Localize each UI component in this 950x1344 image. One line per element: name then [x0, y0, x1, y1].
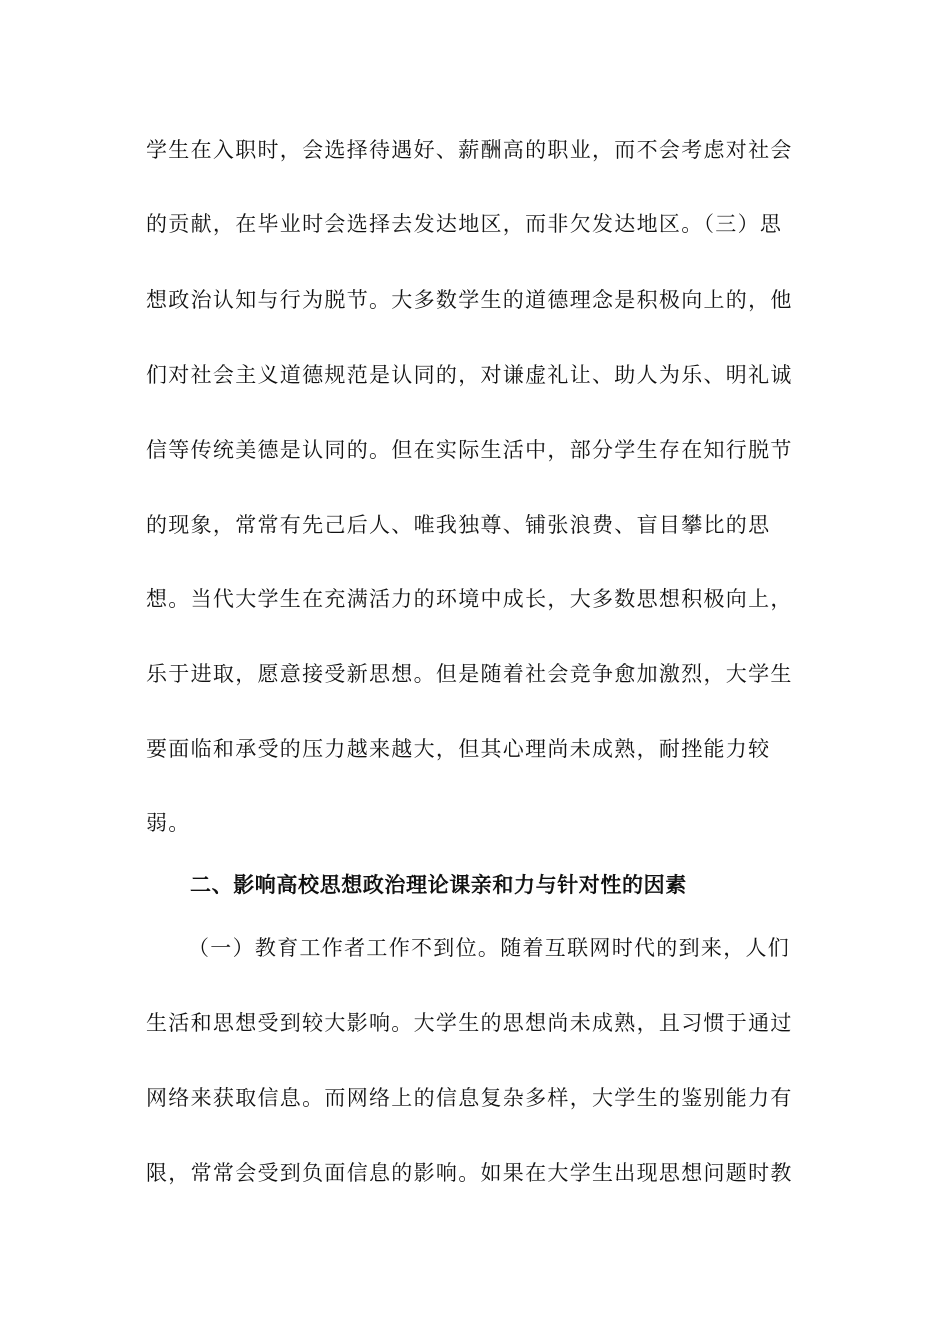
body-text-line: 限，常常会受到负面信息的影响。如果在大学生出现思想问题时教	[146, 1161, 793, 1185]
body-text-line: 要面临和承受的压力越来越大，但其心理尚未成熟，耐挫能力较	[146, 737, 771, 761]
body-text-line: 信等传统美德是认同的。但在实际生活中，部分学生存在知行脱节	[146, 438, 793, 462]
body-text-line: 网络来获取信息。而网络上的信息复杂多样，大学生的鉴别能力有	[146, 1086, 793, 1110]
body-text-line: 乐于进取，愿意接受新思想。但是随着社会竞争愈加激烈，大学生	[146, 662, 793, 686]
body-text-line: 的现象，常常有先己后人、唯我独尊、铺张浪费、盲目攀比的思	[146, 513, 771, 537]
section-heading: 二、影响高校思想政治理论课亲和力与针对性的因素	[190, 872, 687, 897]
body-text-line: 学生在入职时，会选择待遇好、薪酬高的职业，而不会考虑对社会	[146, 138, 793, 162]
body-text-line: 们对社会主义道德规范是认同的，对谦虚礼让、助人为乐、明礼诚	[146, 363, 793, 387]
body-text-line: （一）教育工作者工作不到位。随着互联网时代的到来，人们	[188, 936, 791, 960]
body-text-line: 想。当代大学生在充满活力的环境中成长，大多数思想积极向上，	[146, 587, 793, 611]
body-text-line: 生活和思想受到较大影响。大学生的思想尚未成熟，且习惯于通过	[146, 1011, 793, 1035]
body-text-line: 想政治认知与行为脱节。大多数学生的道德理念是积极向上的，他	[146, 288, 793, 312]
body-text-line: 的贡献，在毕业时会选择去发达地区，而非欠发达地区。（三）思	[146, 212, 783, 236]
body-text-line: 弱。	[146, 811, 191, 835]
